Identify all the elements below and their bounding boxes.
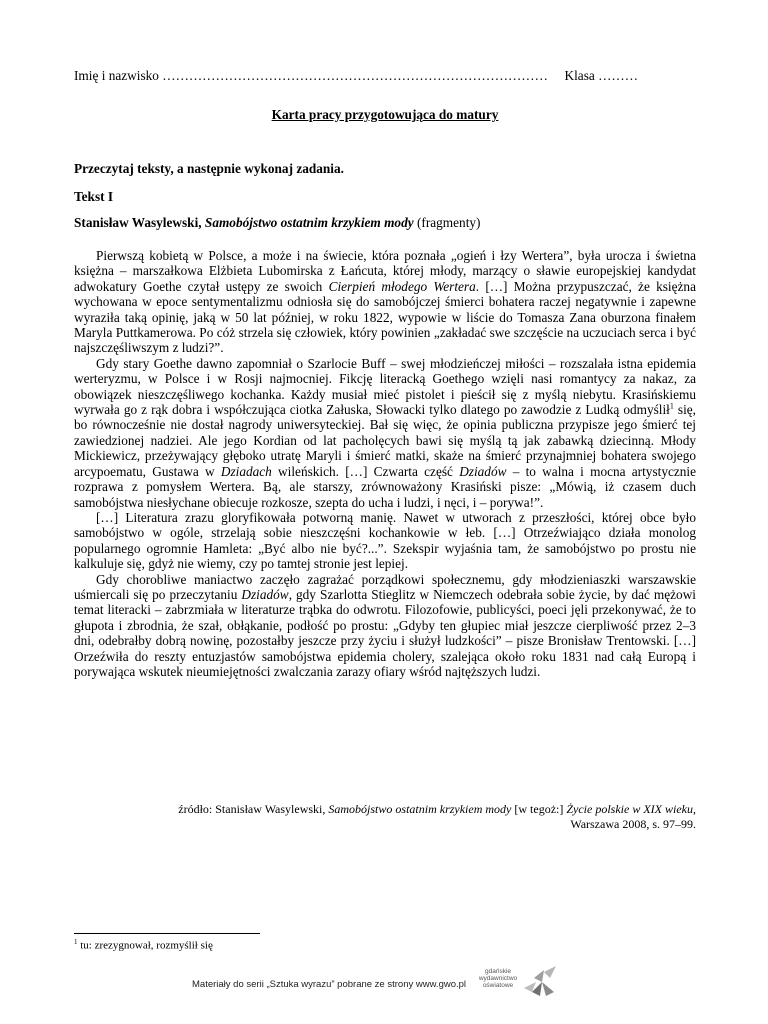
source-work: Samobójstwo ostatnim krzykiem mody — [204, 215, 414, 230]
paragraph-2-italic-2: Dziadów — [459, 463, 507, 479]
citation-mid: [w tegoż:] — [514, 802, 564, 816]
paragraph-2-part-b: się, bo równocześnie nie dostał nagrody uniwersyteckiej. Bał się więc, że opinia publiczna przypisze jego śmierć tej zawiedzionej nadziei. Ale jego Kordian od lat pacholęcych bawi się myślą tą jak zabawką dziecinną. Młody Mickiewicz, przeżywający głęboko utratę Maryli i śmierć matki, skaże na śmierć przynajmniej bohatera swojego arcypoematu, Gustawa w — [74, 402, 697, 479]
citation-work: Samobójstwo ostatnim krzykiem mody — [328, 802, 512, 816]
class-blank: ……… — [598, 68, 638, 83]
source-author: Stanisław Wasylewski, — [74, 215, 202, 230]
paragraph-4-part-b: , gdy Szarlotta Stieglitz w Niemczech odebrała sobie życie, by dać mężowi temat literacki – zabrzmiała w literaturze trąbka do odwrotu. Filozofowie, publicyści, poeci jęli przekonywać, że to głupota i zbrodnia, że szał, obłąkanie, podłość po prostu: „Gdyby ten głupiec miał jeszcze cierpliwość przez 2–3 dni, odebrałby dobrą nowinę, pozostałby jeszcze przy życiu i służył ludzkości” – pisze Bronisław Trentowski. […] Orzeźwiła do reszty entuzjastów samobójstwa epidemia cholery, szalejąca około roku 1831 nad całą Europą i porywająca wskutek nieumiejętności zwalczania zarazy ofiary wśród najtęższych ludzi. — [74, 586, 697, 679]
source-title — [74, 215, 480, 231]
citation-end: , — [693, 802, 696, 816]
citation-book: Życie polskie w XIX wieku — [566, 802, 693, 816]
name-blank: …………………………………………………………………………… — [162, 68, 548, 83]
source-note: (fragmenty) — [416, 215, 481, 230]
publisher-name — [476, 968, 520, 989]
footnote-marker: 1 — [74, 938, 78, 946]
paragraph-2-italic-1: Dziadach — [220, 463, 272, 479]
paragraph-3: […] Literatura zrazu gloryfikowała potworną manię. Nawet w utworach z przeszłości, której obce było samobójstwo w ogóle, strzelają sobie nieszczęśni kochankowie w łeb. […] Otrzeźwiająco działa monolog popularnego ogromnie Hamleta: „Być albo nie być?...”. Szekspir wyjaśnia tam, że samobójstwo po prostu nie kalkuluje się, gdyż nie wiemy, czy po tamtej stronie jest lepiej. — [74, 509, 696, 572]
footnote-ref: 1 — [669, 401, 674, 411]
name-class-header — [74, 68, 696, 84]
citation-prefix: źródło: Stanisław Wasylewski, — [178, 802, 326, 816]
paragraph-1-part-b: . […] Można przypuszczać, że księżna wychowana w epoce sentymentalizmu odniosła się do samobójczej śmierci bohatera raczej negatywnie i zapewne wyraziła taką opinię, jaką w 50 lat później, w roku 1822, wypowie w liście do Tomasza Zana oburzona finałem Maryla Puttkamerowa. Po cóż strzela się człowiek, który powinien „zakładać swe szczęście na uczuciach serca i być najszczęśliwszym z ludzi?”. — [74, 278, 696, 356]
paragraph-4 — [74, 572, 696, 680]
paragraph-4-italic: Dziadów — [241, 586, 289, 602]
footnote-divider — [74, 933, 260, 934]
footnote — [74, 938, 213, 952]
publisher-line-1: gdańskie — [484, 968, 512, 975]
paragraph-2 — [74, 356, 696, 510]
footer-text: Materiały do serii „Sztuka wyrazu” pobrane ze strony www.gwo.pl — [192, 979, 467, 990]
name-label: Imię i nazwisko — [74, 68, 159, 83]
paragraph-2-part-c: wileńskich. […] Czwarta część — [271, 463, 453, 479]
body-text — [74, 248, 696, 679]
instruction: Przeczytaj teksty, a następnie wykonaj zadania. — [74, 161, 344, 176]
text-label: Tekst I — [74, 189, 114, 204]
gwo-logo-icon — [520, 962, 562, 998]
publisher-line-3: oświatowe — [482, 982, 514, 989]
class-label: Klasa — [564, 68, 595, 83]
paragraph-2-part-a: Gdy stary Goethe dawno zapomniał o Szarlocie Buff – swej młodzieńczej miłości – rozszalała istna epidemia werteryzmu, w Polsce i w Rosji najmocniej. Fikcję literacką Goethego wzięli nasi romantycy za nakaz, za obowiązek nieszczęśliwego kochanka. Każdy musiał mieć pistolet i pieścił się z myślą niebytu. Krasińskiemu wyrwała go z rąk dobra i współczująca ciotka Załuska, Słowacki tylko dlatego po zawodzie z Ludką odmyślił — [74, 355, 696, 418]
paragraph-2-part-d: – to walna i mocna artystycznie rozprawa z pomysłem Wertera. Bą, ale starszy, zrównoważony Krasiński pisze: „Mówią, iż czasem duch samobójstwa niesłychane obiecuje rozkosze, szepta do ucha i ludzi, i nęci, i – porywa!”. — [74, 463, 697, 510]
citation-line-2: Warszawa 2008, s. 97–99. — [570, 817, 696, 831]
paragraph-1 — [74, 248, 696, 356]
citation-line-1 — [74, 802, 696, 817]
source-citation — [74, 802, 696, 832]
paragraph-1-part-a: Pierwszą kobietą w Polsce, a może i na świecie, która poznała „ogień i łzy Wertera”, była urocza i świetna księżna – marszałkowa Elżbieta Lubomirska z Łańcuta, której młody, marzący o sławie europejskiej kandydat adwokatury Goethe czytał ustępy ze swoich — [74, 248, 696, 294]
footnote-text: tu: zrezygnował, rozmyślił się — [77, 939, 213, 952]
paragraph-4-part-a: Gdy chorobliwe maniactwo zaczęło zagrażać porządkowi społecznemu, gdy młodzieniaszki warszawskie uśmiercali się po przeczytaniu — [74, 571, 696, 602]
paragraph-1-italic: Cierpień młodego Wertera — [328, 278, 476, 294]
publisher-line-2: wydawnictwo — [478, 975, 518, 982]
worksheet-title: Karta pracy przygotowująca do matury — [271, 107, 499, 122]
